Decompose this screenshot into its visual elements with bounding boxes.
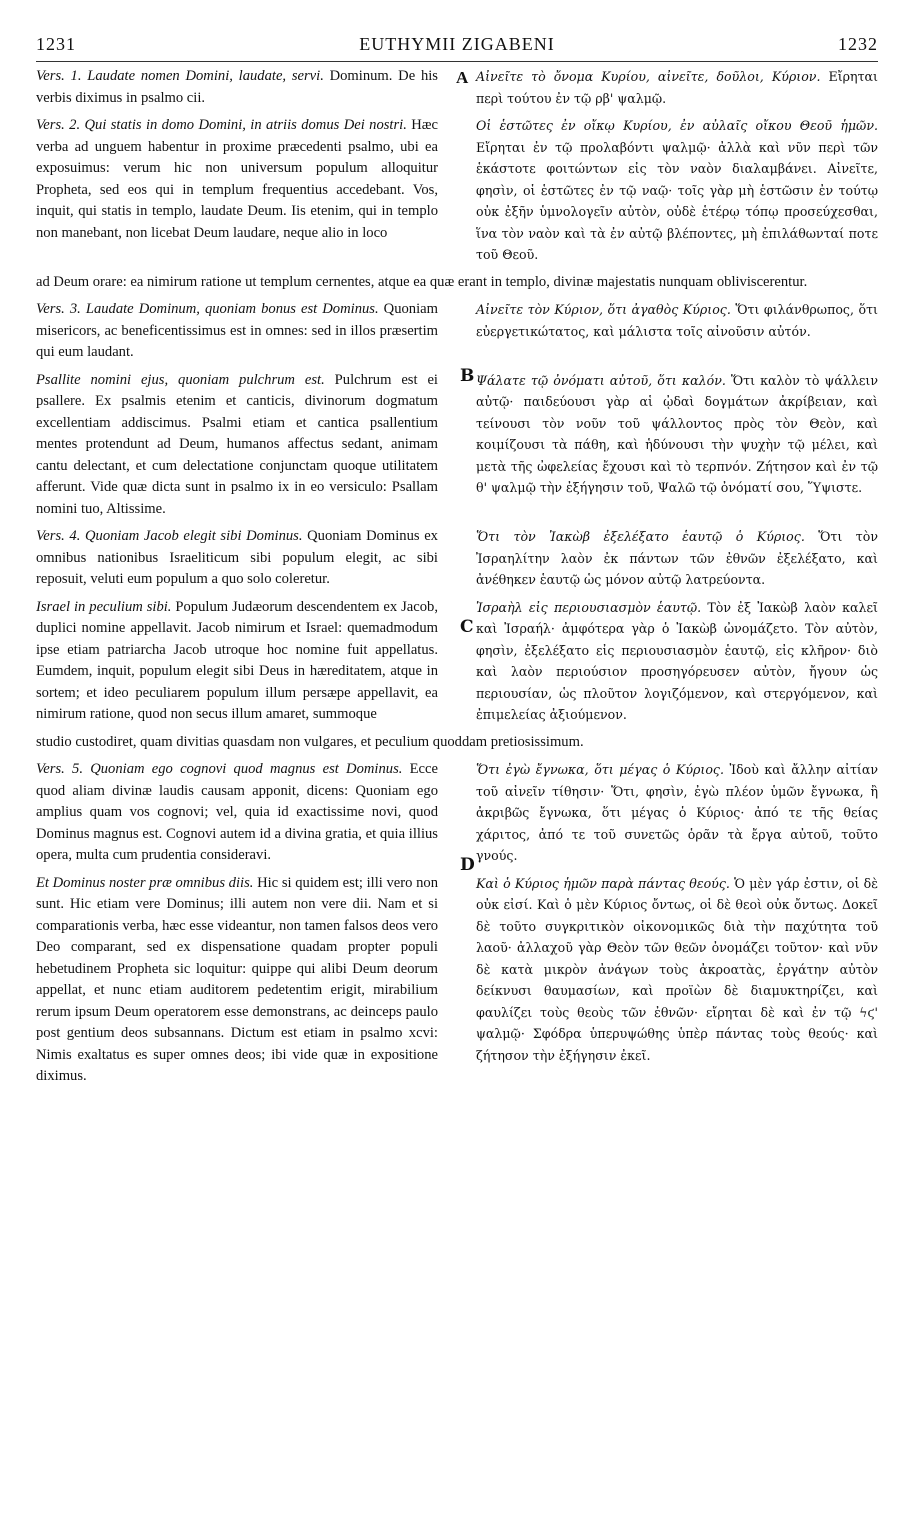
- latin-lemma: Psallite nomini ejus, quoniam pulchrum est.: [36, 371, 325, 388]
- latin-commentary: Hæc verba ad unguem habentur in proxime præcedenti psalmo, ubi ea exposuimus: verum hic non universum populum alloquitur Propheta, sed eos qui in templum frequentius accedebant. Vos, inquit, qui statis in templo, laudate Deum. Iis etenim, qui in templo non manebant, non licebat Deum laudare, neque alio in loco: [36, 117, 439, 241]
- latin-lemma: Et Dominus noster præ omnibus diis.: [36, 874, 254, 891]
- greek-lemma: Ὅτι ἐγὼ ἔγνωκα, ὅτι μέγας ὁ Κύριος.: [476, 762, 724, 777]
- greek-column: [476, 115, 878, 266]
- greek-column: [460, 854, 878, 1088]
- margin-letter-c: C: [460, 616, 474, 637]
- header-rule: [36, 61, 878, 62]
- greek-column: [476, 299, 878, 364]
- verse-row: [36, 365, 878, 521]
- running-header: [36, 30, 878, 60]
- verse-row: [36, 299, 878, 364]
- greek-commentary: Ὅτι φιλάνθρωπος, ὅτι εὐεργετικώτατος, καὶ μάλιστα τοῖς αἰνοῦσιν αὐτόν.: [476, 302, 878, 339]
- latin-commentary: Populum Judæorum descendentem ex Jacob, duplici nomine appellavit. Jacob nimirum et Israel: quemadmodum ipse etiam patriarcha Jacob utroque hoc nomine fuit appellatus. Eumdem, inquit, populum elegit sibi Deus in hæreditatem, atque in sortem; et ideo peculiarem populum illum persæpe appellavit, ea nimirum ratione, quod non secus illum amaret, summoque: [36, 598, 438, 722]
- verse-row: [36, 759, 878, 867]
- greek-lemma: Ἰσραὴλ εἰς περιουσιασμὸν ἑαυτῷ.: [476, 599, 702, 615]
- greek-column: [460, 597, 878, 726]
- right-page-number: 1232: [838, 34, 878, 54]
- latin-commentary: Hic si quidem est; illi vero non sunt. Hic etiam vere Dominus; illi autem non vere dii. Nam et si comparationis verba, hæc esse videantur, non tamen falsos deos vero Deo comparant, sed ex dispensatione quadam propter populi hebetudinem Propheta sic loquitur: quippe qui alibi Deum deorum appellat, et nunc etiam auditorem pedetentim erigit, mirabilium rerum ipsum Deum operatorem esse demonstrans, ac deinceps paulo post gentium deos subsannans. Dictum est etiam in psalmo xcvi: Nimis exaltatus es super omnes deos; ibi vide quæ in expositione diximus.: [36, 874, 438, 1084]
- greek-column: [460, 365, 878, 521]
- left-page-number: 1231: [36, 34, 76, 54]
- latin-lemma: Vers. 2. Qui statis in domo Domini, in atriis domus Dei nostri.: [36, 117, 407, 133]
- latin-commentary: Quoniam misericors, ac beneficentissimus est in omnes: sed in illos præsertim qui eum laudant.: [36, 301, 438, 360]
- full-width-paragraph: ad Deum orare: ea nimirum ratione ut templum cernentes, atque ea quæ erant in templo, divinæ majestatis nunquam obliviscerentur.: [36, 273, 808, 290]
- latin-column: [36, 66, 438, 109]
- margin-letter-d: D: [460, 854, 475, 875]
- greek-commentary: Ἰδοὺ καὶ ἄλλην αἰτίαν τοῦ αἰνεῖν τίθησιν· Ὅτι, φησὶν, ἐγὼ πλέον ὑμῶν ἔγνωκα, ἢ ἀκριβῶς ἔγνωκα, ὅτι μέγας ὁ Κύριος· ἀπό τε τῆς θείας χάριτος, ἀπό τε τοῦ συνετῶς ὁρᾶν τὰ ἔργα αὐτοῦ, τοῦτο γνούς.: [476, 762, 879, 863]
- verse-row: [36, 854, 878, 1088]
- greek-column: [476, 66, 878, 109]
- latin-lemma: Vers. 3. Laudate Dominum, quoniam bonus est Dominus.: [36, 301, 379, 317]
- greek-lemma: Ψάλατε τῷ ὀνόματι αὐτοῦ, ὅτι καλόν.: [476, 372, 726, 388]
- full-width-paragraph: studio custodiret, quam divitias quasdam non vulgares, et peculium quoddam pretiosissimum.: [36, 733, 584, 750]
- latin-commentary: Ecce quod aliam divinæ laudis causam apponit, dicens: Quoniam ego amplius quam vos cognovi; vel, quia id exactissime novi, quod Dominus magnus est. Cognovi autem id a divina gratia, et quia illius opera, multa cum prudentia consideravi.: [36, 761, 438, 863]
- latin-column: [36, 370, 438, 521]
- greek-commentary: Τὸν ἐξ Ἰακὼβ λαὸν καλεῖ καὶ Ἰσραήλ· ἀμφότερα γὰρ ὁ Ἰακὼβ ὠνομάζετο. Τὸν αὐτὸν, φησὶν, ἐξελέξατο εἰς περιουσιασμὸν ἑαυτῷ, εἰς κλῆρον· διὸ καὶ λαὸν περιούσιον προσηγόρευσεν αὐτὸν, ἤγουν ὡς περιουσίαν, ὡς πλοῦτον λογιζόμενον, καὶ στεργόμενον, καὶ ἐπιμελείας ἀξιούμενον.: [476, 599, 878, 722]
- latin-commentary: Quoniam Dominus ex omnibus nationibus Israeliticum sibi populum elegit, ac sibi reposuit, veluti eum populum a quo solo coleretur.: [36, 528, 438, 587]
- latin-column: [36, 115, 438, 266]
- latin-column: [36, 526, 438, 591]
- greek-column: [476, 526, 878, 591]
- greek-lemma: Αἰνεῖτε τὸ ὄνομα Κυρίου, αἰνεῖτε, δοῦλοι, Κύριον.: [476, 69, 821, 84]
- verse-row: [36, 526, 878, 591]
- latin-column: [36, 299, 438, 364]
- greek-lemma: Αἰνεῖτε τὸν Κύριον, ὅτι ἀγαθὸς Κύριος.: [476, 302, 731, 317]
- greek-commentary: Εἴρηται ἐν τῷ προλαβόντι ψαλμῷ· ἀλλὰ καὶ νῦν περὶ τῶν ἑκάστοτε φοιτώντων εἰς τὸν ναὸν διαλαμβάνει. Αἰνεῖτε, φησὶν, οἱ ἑστῶτες ἐν τῷ ναῷ· τοῖς γὰρ μὴ ἑστῶσιν ἐν τούτῳ οὐκ ἐξῆν ὑμνολογεῖν αὐτὸν, οὐδὲ ἑτέρῳ τόπῳ προσεύχεσθαι, ἵνα τὸν ναὸν καὶ τὰ ἐν αὐτῷ βλέποντες, μὴ ἐπιλάθωνταί ποτε τοῦ Θεοῦ.: [476, 139, 878, 262]
- verse-row: [36, 115, 878, 266]
- margin-letter-a: A: [456, 68, 469, 87]
- greek-commentary: Ὁ μὲν γάρ ἐστιν, οἱ δὲ οὐκ εἰσί. Καὶ ὁ μὲν Κύριος ὄντως, οἱ δὲ θεοὶ οὐκ ὄντως. Δοκεῖ δὲ τοῦτο συγκριτικὸν οἰκονομικῶς διὰ τὴν παχύτητα τοῦ λαοῦ· ἀλλαχοῦ γὰρ Θεὸν τῶν θεῶν ὀνομάζει τοῦτον· καὶ νῦν δὲ κατὰ μικρὸν ἀνάγων τοὺς ἀκροατὰς, ἐργάτην αὐτὸν δείκνυσι θαυμασίων, καὶ προϊὼν δὲ διαμυκτηρίζει, καὶ φαυλίζει τοὺς θεοὺς τῶν ἐθνῶν· εἴρηται δὲ καὶ ἐν τῷ ϟϛ' ψαλμῷ· Σφόδρα ὑπερυψώθης ὑπὲρ πάντας τοὺς θεούς· καὶ ζήτησον τὴν ἐξήγησιν ἐκεῖ.: [476, 875, 878, 1063]
- page: [36, 30, 878, 1520]
- latin-commentary: Dominum. De his verbis diximus in psalmo cii.: [36, 68, 438, 106]
- latin-lemma: Vers. 1. Laudate nomen Domini, laudate, servi.: [36, 68, 324, 84]
- verse-row: [36, 597, 878, 726]
- running-title: EUTHYMII ZIGABENI: [359, 34, 555, 54]
- latin-lemma: Israel in peculium sibi.: [36, 598, 172, 615]
- latin-lemma: Vers. 4. Quoniam Jacob elegit sibi Dominus.: [36, 528, 303, 544]
- greek-lemma: Ὅτι τὸν Ἰακὼβ ἐξελέξατο ἑαυτῷ ὁ Κύριος.: [476, 529, 805, 544]
- greek-lemma: Καὶ ὁ Κύριος ἡμῶν παρὰ πάντας θεούς.: [476, 875, 730, 891]
- latin-lemma: Vers. 5. Quoniam ego cognovi quod magnus est Dominus.: [36, 761, 403, 777]
- greek-commentary: Ὅτι τὸν Ἰσραηλίτην λαὸν ἐκ πάντων τῶν ἐθνῶν ἐξελέξατο, καὶ ἀνέθηκεν ἑαυτῷ ὡς μόνον αὐτῷ λατρεύοντα.: [476, 529, 878, 587]
- greek-lemma: Οἱ ἑστῶτες ἐν οἴκῳ Κυρίου, ἐν αὐλαῖς οἴκου Θεοῦ ἡμῶν.: [476, 118, 878, 133]
- greek-commentary: Ὅτι καλὸν τὸ ψάλλειν αὐτῷ· παιδεύουσι γὰρ αἱ ᾠδαὶ δογμάτων ἀκρίβειαν, καὶ τείνουσι τὸν νοῦν τοῦ ψάλλοντος πρὸς τὸν Θεὸν, καὶ κοιμίζουσι τὰ πάθη, καὶ ἡδύνουσι τὴν ψυχὴν τῷ μέλει, καὶ μετὰ τῆς ὠφελείας ἔχουσι καὶ τὸ τερπνόν. Ζήτησον καὶ ἐν τῷ θ' ψαλμῷ τὴν ἐξήγησιν τοῦ, Ψαλῶ τῷ ὀνόματί σου, Ὕψιστε.: [476, 372, 878, 495]
- latin-commentary: Pulchrum est ei psallere. Ex psalmis etenim et canticis, divinorum dogmatum excellentiam addiscimus. Psalmi etiam et cantica psallentium mentes protendunt ad Deum, humanos affectus sedant, animam cantu delectant, et cum delectatione conjunctam quoque utilitatem afferunt. Vide quæ dicta sunt in psalmo ix in eo versiculo: Psallam nomini tuo, Altissime.: [36, 371, 438, 517]
- greek-commentary: Εἴρηται περὶ τούτου ἐν τῷ ρβ' ψαλμῷ.: [476, 69, 878, 106]
- text-body: [36, 66, 878, 1094]
- latin-column: [36, 597, 438, 726]
- greek-column: [476, 759, 878, 867]
- margin-letter-b: B: [460, 365, 475, 386]
- latin-column: [36, 873, 438, 1088]
- latin-column: [36, 759, 438, 867]
